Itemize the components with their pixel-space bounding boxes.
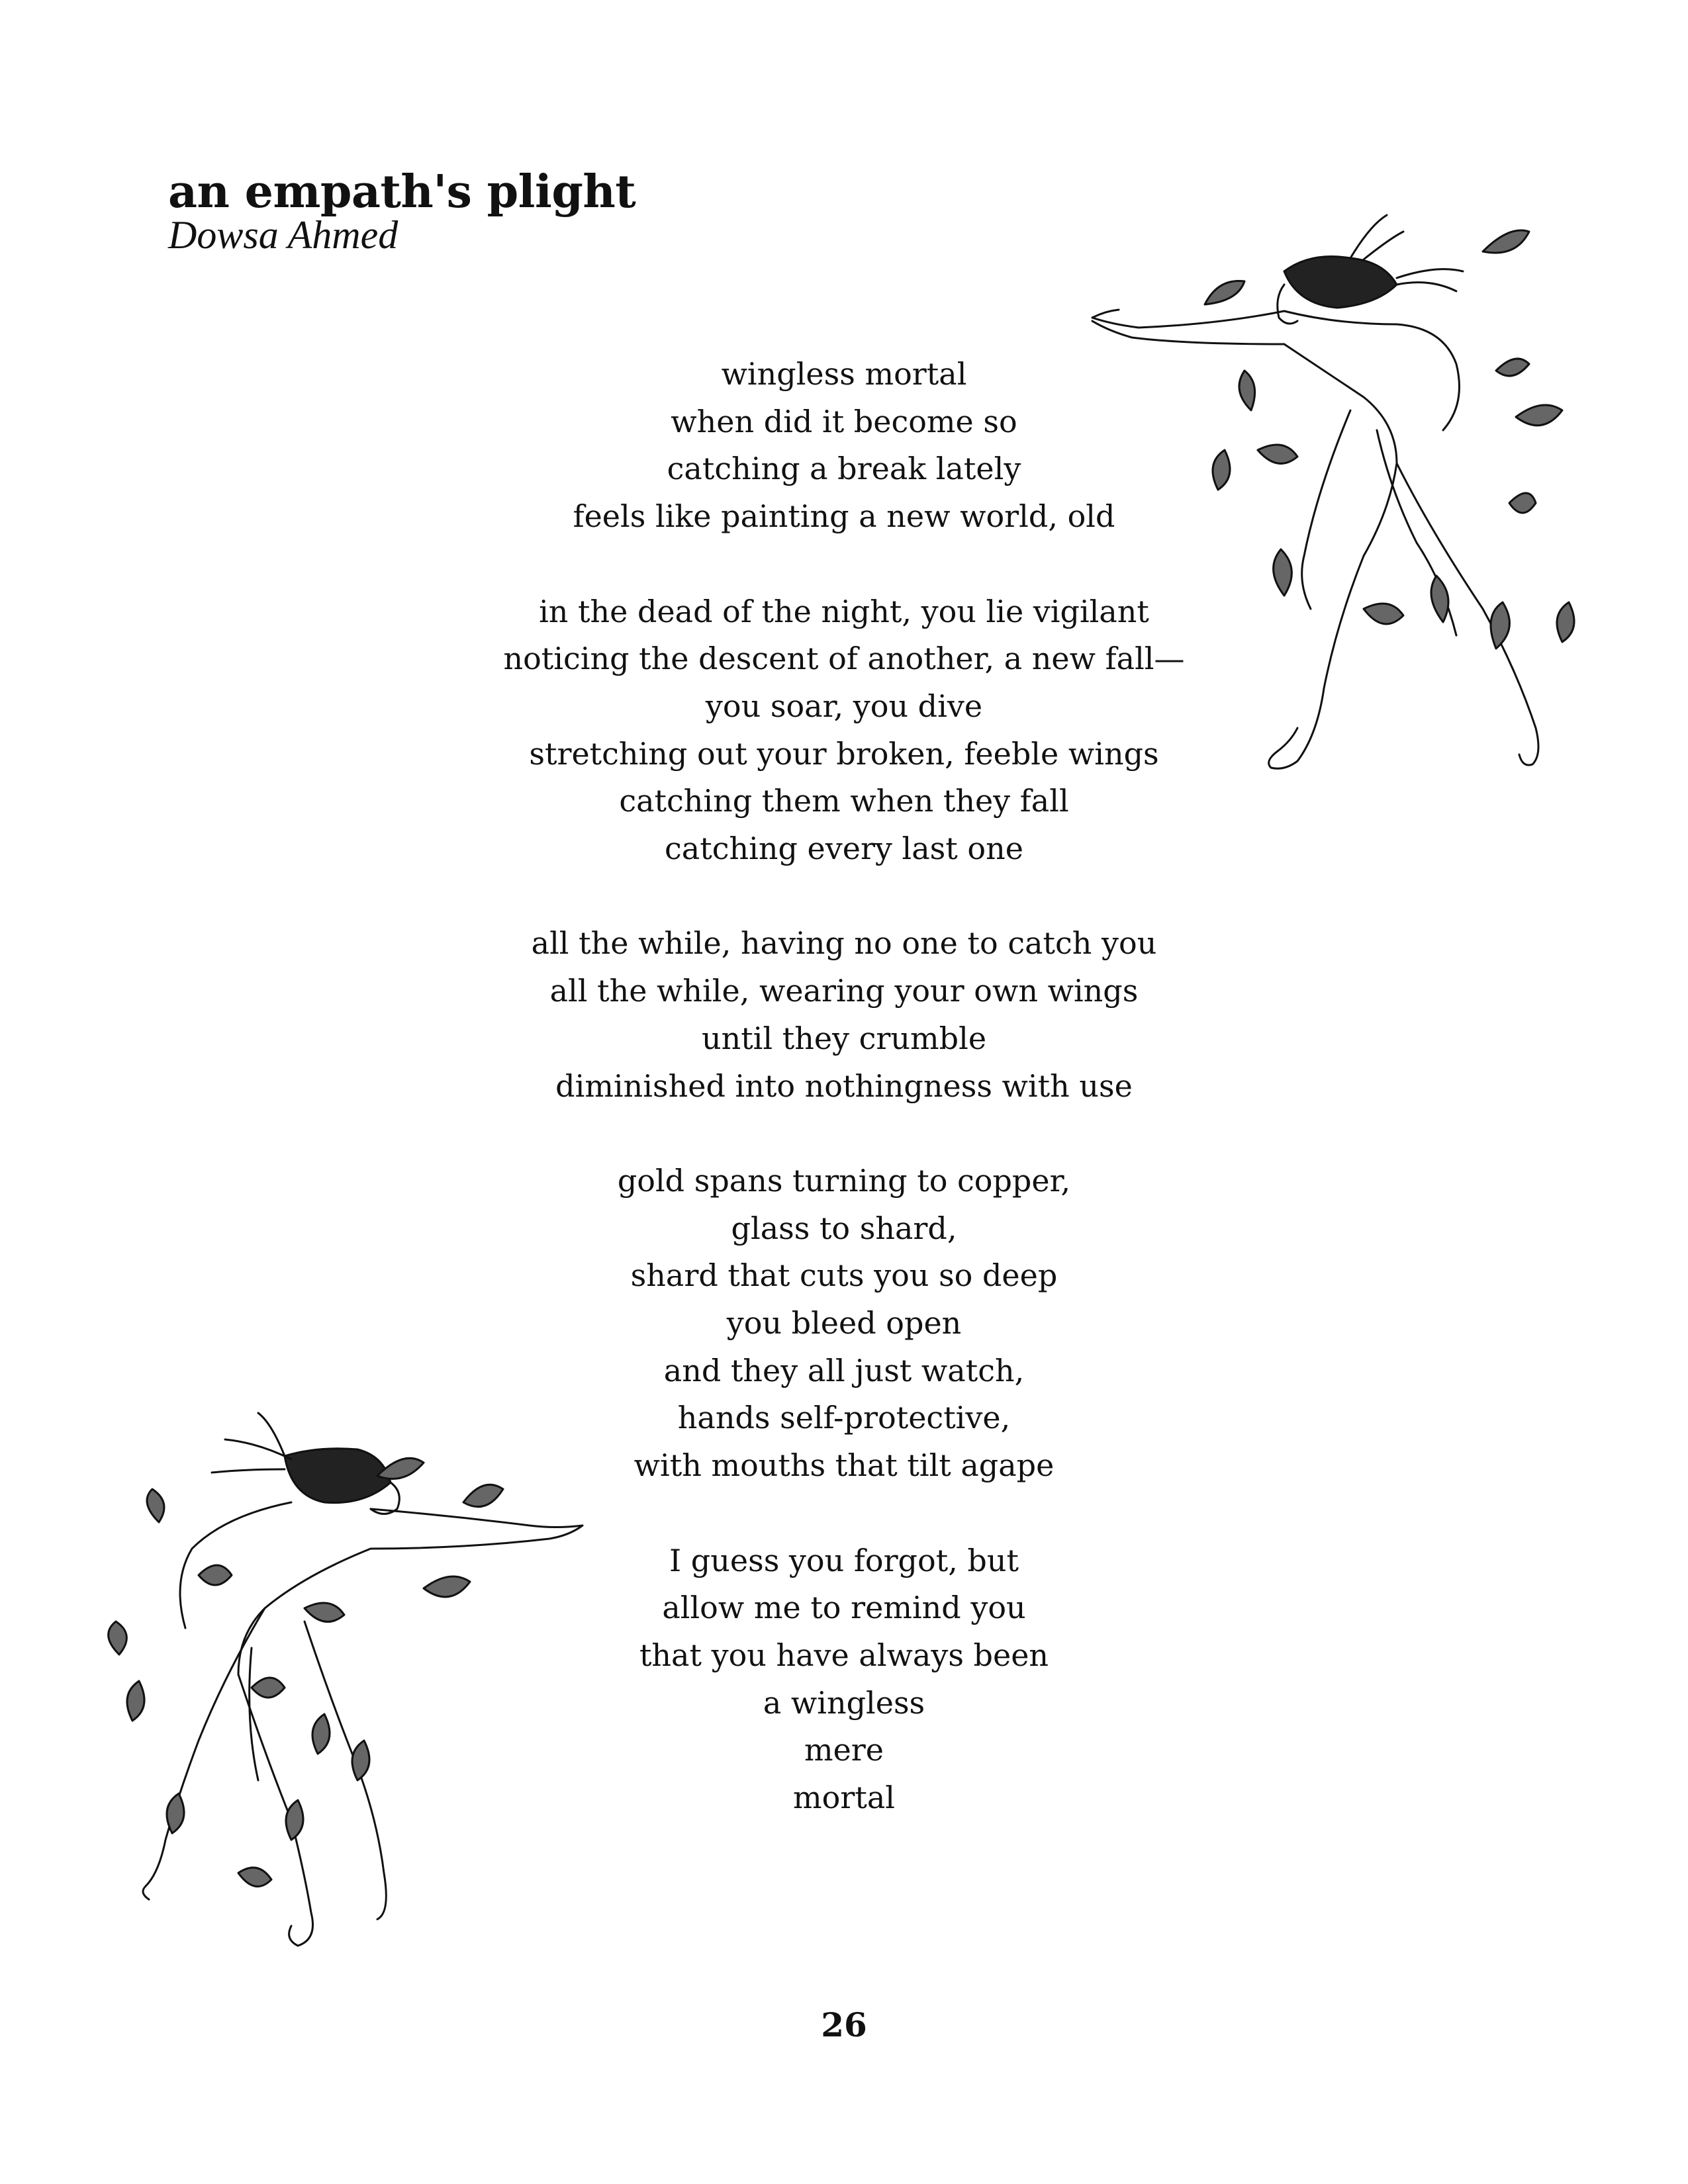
poem-line: catching every last one: [665, 831, 1023, 867]
poem-author: Dowsa Ahmed: [168, 213, 399, 257]
poem-line: in the dead of the night, you lie vigilant: [539, 593, 1149, 629]
poem-line: catching them when they fall: [619, 783, 1069, 819]
stanza: [434, 920, 1254, 1110]
poem-line: mortal: [793, 1780, 895, 1816]
poem-line: mere: [804, 1732, 884, 1768]
poem-line: with mouths that tilt agape: [633, 1447, 1055, 1484]
poem-line: a wingless: [763, 1684, 925, 1721]
poem-title: an empath's plight: [168, 165, 636, 218]
poem-line: and they all just watch,: [663, 1352, 1025, 1388]
page-number: 26: [821, 2005, 867, 2044]
poem-line: until they crumble: [701, 1020, 987, 1056]
poem-line: all the while, wearing your own wings: [549, 973, 1139, 1009]
page-header: [168, 165, 635, 257]
poem-line: wingless mortal: [721, 356, 967, 392]
poem-line: diminished into nothingness with use: [555, 1068, 1133, 1104]
poem-line: when did it become so: [671, 403, 1017, 439]
poem-line: all the while, having no one to catch you: [531, 925, 1157, 962]
poem-line: noticing the descent of another, a new fall—: [503, 641, 1185, 677]
poem-line: hands self-protective,: [677, 1400, 1011, 1436]
stanza: [434, 588, 1254, 873]
poem-body: [434, 351, 1254, 1822]
poem-line: gold spans turning to copper,: [617, 1162, 1071, 1199]
poem-line: feels like painting a new world, old: [573, 498, 1115, 535]
poem-line: I guess you forgot, but: [669, 1542, 1019, 1578]
poem-line: you bleed open: [726, 1305, 962, 1342]
poem-line: glass to shard,: [731, 1210, 957, 1246]
stanza: [434, 1537, 1254, 1822]
poem-line: you soar, you dive: [705, 688, 983, 724]
poem-line: allow me to remind you: [662, 1590, 1026, 1626]
stanza: [434, 1158, 1254, 1490]
poem-line: catching a break lately: [667, 451, 1021, 487]
poem-line: shard that cuts you so deep: [630, 1257, 1058, 1294]
stanza: [434, 351, 1254, 541]
poem-line: that you have always been: [639, 1637, 1049, 1673]
poem-line: stretching out your broken, feeble wings: [529, 735, 1159, 772]
